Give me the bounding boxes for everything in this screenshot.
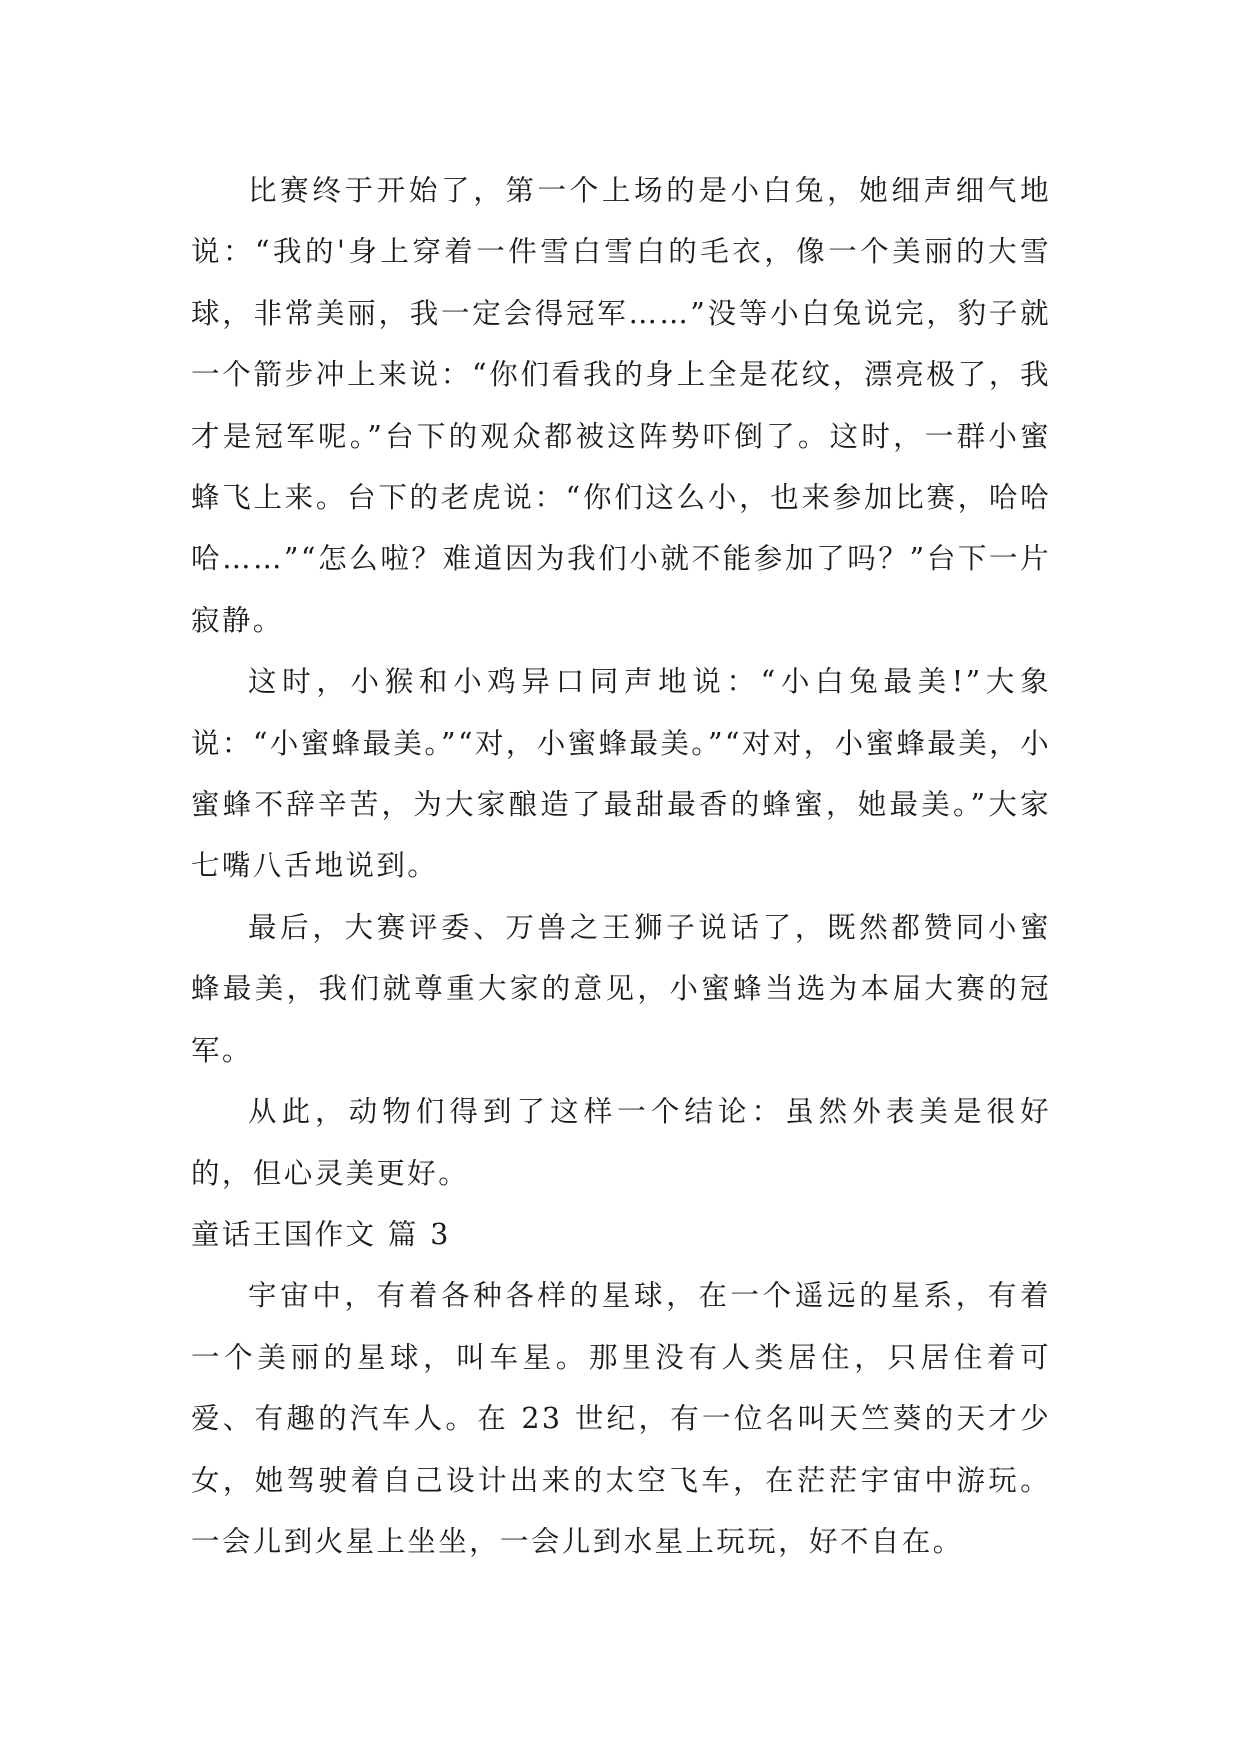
paragraph-car-planet: 宇宙中，有着各种各样的星球，在一个遥远的星系，有着一个美丽的星球，叫车星。那里没有人类居住，只居住着可爱、有趣的汽车人。在 23 世纪，有一位名叫天竺葵的天才少女，她驾驶着自己设计出来的太空飞车，在茫茫宇宙中游玩。一会儿到火星上坐坐，一会儿到水星上玩玩，好不自在。 bbox=[191, 1279, 1051, 1558]
section-heading: 童话王国作文 篇 3 bbox=[191, 1217, 451, 1251]
paragraph-contest-start: 比赛终于开始了，第一个上场的是小白兔，她细声细气地说：“我的'身上穿着一件雪白雪白的毛衣，像一个美丽的大雪球，非常美丽，我一定会得冠军……”没等小白兔说完，豹子就一个箭步冲上来说：“你们看我的身上全是花纹，漂亮极了，我才是冠军呢。”台下的观众都被这阵势吓倒了。这时，一群小蜜蜂飞上来。台下的老虎说：“你们这么小，也来参加比赛，哈哈哈……”“怎么啦？难道因为我们小就不能参加了吗？”台下一片寂静。 bbox=[191, 174, 1051, 637]
paragraph-lion-verdict: 最后，大赛评委、万兽之王狮子说话了，既然都赞同小蜜蜂最美，我们就尊重大家的意见，小蜜蜂当选为本届大赛的冠军。 bbox=[191, 910, 1051, 1067]
paragraph-audience-votes: 这时，小猴和小鸡异口同声地说：“小白兔最美!”大象说：“小蜜蜂最美。”“对，小蜜蜂最美。”“对对，小蜜蜂最美，小蜜蜂不辞辛苦，为大家酿造了最甜最香的蜂蜜，她最美。”大家七嘴八舌地说到。 bbox=[191, 665, 1051, 883]
document-page bbox=[191, 160, 1051, 1572]
paragraph-conclusion: 从此，动物们得到了这样一个结论：虽然外表美是很好的，但心灵美更好。 bbox=[191, 1095, 1051, 1190]
